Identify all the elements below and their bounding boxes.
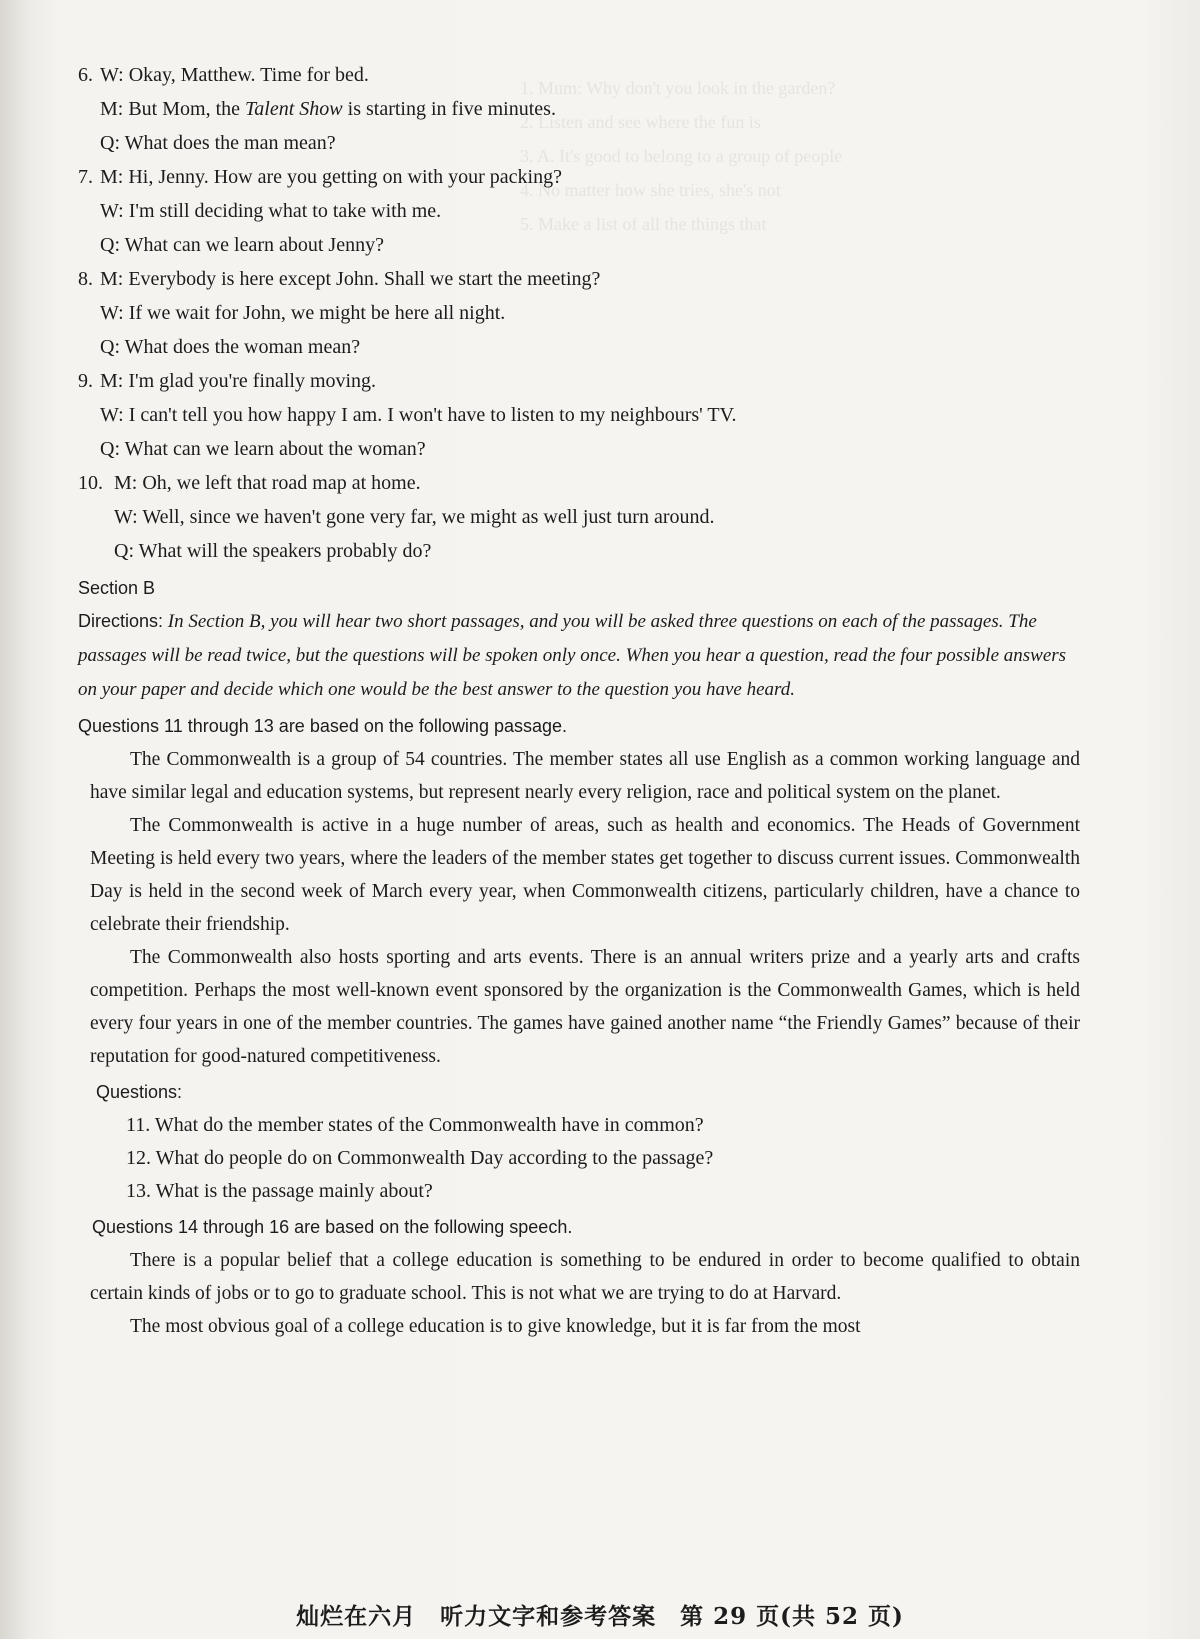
dialogue-line (78, 296, 1078, 330)
paragraph: The Commonwealth is active in a huge number of areas, such as health and economics. The Heads of Government Meeting is held every two years, where the leaders of the member states get together to discuss current issues. Commonwealth Day is held in the second week of March every year, when Commonwealth citizens, particularly children, have a chance to celebrate their friendship. (90, 815, 1080, 935)
directions-label: Directions: (78, 611, 164, 631)
dialogue-text: Okay, Matthew. Time for bed. (128, 64, 369, 86)
bleed-through-text: 4. No matter how she tries, she's not (520, 180, 781, 200)
dialogue-line (78, 160, 1078, 194)
bleed-through-text: 3. A. It's good to belong to a group of people (520, 146, 843, 166)
speaker-label: Q: (100, 336, 125, 358)
speaker-label: M: (100, 98, 129, 120)
dialogue-text: Oh, we left that road map at home. (142, 472, 421, 494)
dialogue-text: Hi, Jenny. How are you getting on with your packing? (128, 166, 562, 188)
speaker-label: Q: (100, 234, 125, 256)
dialogue-text: Well, since we haven't gone very far, we might as well just turn around. (142, 506, 715, 528)
paragraph: The Commonwealth also hosts sporting and arts events. There is an annual writers prize and a yearly arts and crafts competition. Perhaps the most well-known event sponsored by the organization is the Commonwealth Games, which is held every four years in one of the member countries. The games have gained another name “the Friendly Games” because of their reputation for good-natured competitiveness. (90, 947, 1080, 1067)
question-item: 13. What is the passage mainly about? (126, 1180, 433, 1202)
speaker-label: W: (100, 404, 129, 426)
bleed-through-text: 2. Listen and see where the fun is (520, 112, 761, 132)
speaker-label: W: (100, 200, 129, 222)
item-number: 10. (78, 472, 103, 494)
dialogue-line (78, 534, 1078, 568)
speaker-label: W: (100, 64, 129, 86)
dialogue-line (78, 92, 1078, 126)
passage-2-body (78, 1244, 1078, 1343)
dialogue-list (78, 58, 1078, 568)
speaker-label: Q: (100, 132, 125, 154)
dialogue-line (78, 432, 1078, 466)
dialogue-italic: Talent Show (245, 98, 343, 120)
speaker-label: W: (100, 302, 129, 324)
question-item: 12. What do people do on Commonwealth Day according to the passage? (126, 1147, 714, 1169)
dialogue-text: What can we learn about the woman? (124, 438, 426, 460)
directions-text: In Section B, you will hear two short passages, and you will be asked three questions on each of the passages. The passages will be read twice, but the questions will be spoken only once. When you hear a question, read the four possible answers on your paper and decide which one would be the best answer to the question you have heard. (78, 611, 1067, 700)
page-content (78, 58, 1078, 1343)
dialogue-text: I'm still deciding what to take with me. (128, 200, 442, 222)
dialogue-line (78, 398, 1078, 432)
paragraph: The most obvious goal of a college education is to give knowledge, but it is far from the most (130, 1316, 861, 1337)
speaker-label: M: (100, 370, 129, 392)
dialogue-text: I'm glad you're finally moving. (128, 370, 377, 392)
directions (78, 604, 1078, 707)
speaker-label: M: (100, 166, 129, 188)
speaker-label: M: (100, 268, 129, 290)
dialogue-line (78, 364, 1078, 398)
dialogue-text: What can we learn about Jenny? (124, 234, 384, 256)
item-number: 8. (78, 268, 93, 290)
dialogue-text: What does the man mean? (124, 132, 336, 154)
passage-1-body (78, 743, 1078, 1073)
dialogue-line (78, 126, 1078, 160)
speaker-label: W: (114, 506, 143, 528)
dialogue-line (78, 330, 1078, 364)
bleed-through-text: 5. Make a list of all the things that (520, 214, 767, 234)
bleed-through-text: 1. Mum: Why don't you look in the garden? (520, 78, 836, 98)
dialogue-line (78, 228, 1078, 262)
question-list (126, 1109, 1078, 1208)
page-footer: 灿烂在六月 听力文字和参考答案 第 29 页(共 52 页) (296, 1603, 904, 1630)
paragraph: There is a popular belief that a college education is something to be endured in order to become qualified to obtain certain kinds of jobs or to go to graduate school. This is not what we are trying to do at Harvard. (90, 1250, 1080, 1304)
speaker-label: Q: (114, 540, 139, 562)
item-number: 9. (78, 370, 93, 392)
paragraph: The Commonwealth is a group of 54 countries. The member states all use English as a common working language and have similar legal and education systems, but represent nearly every religion, race and political system on the planet. (90, 749, 1080, 803)
dialogue-text: But Mom, the (128, 98, 246, 120)
passage-1-heading: Questions 11 through 13 are based on the following passage. (78, 716, 568, 736)
dialogue-text: What will the speakers probably do? (138, 540, 432, 562)
dialogue-text: I can't tell you how happy I am. I won't have to listen to my neighbours' TV. (128, 404, 737, 426)
dialogue-line (78, 58, 1078, 92)
dialogue-line (78, 262, 1078, 296)
item-number: 6. (78, 64, 93, 86)
dialogue-text: What does the woman mean? (124, 336, 361, 358)
dialogue-text: is starting in five minutes. (342, 98, 556, 120)
dialogue-line (78, 194, 1078, 228)
dialogue-line (78, 500, 1078, 534)
speaker-label: Q: (100, 438, 125, 460)
dialogue-text: Everybody is here except John. Shall we start the meeting? (128, 268, 601, 290)
passage-2-heading: Questions 14 through 16 are based on the following speech. (92, 1217, 573, 1237)
questions-label: Questions: (96, 1082, 183, 1102)
dialogue-line (78, 466, 1078, 500)
dialogue-text: If we wait for John, we might be here all night. (128, 302, 506, 324)
item-number: 7. (78, 166, 93, 188)
question-item: 11. What do the member states of the Commonwealth have in common? (126, 1114, 704, 1136)
speaker-label: M: (114, 472, 143, 494)
section-title: Section B (78, 578, 156, 598)
